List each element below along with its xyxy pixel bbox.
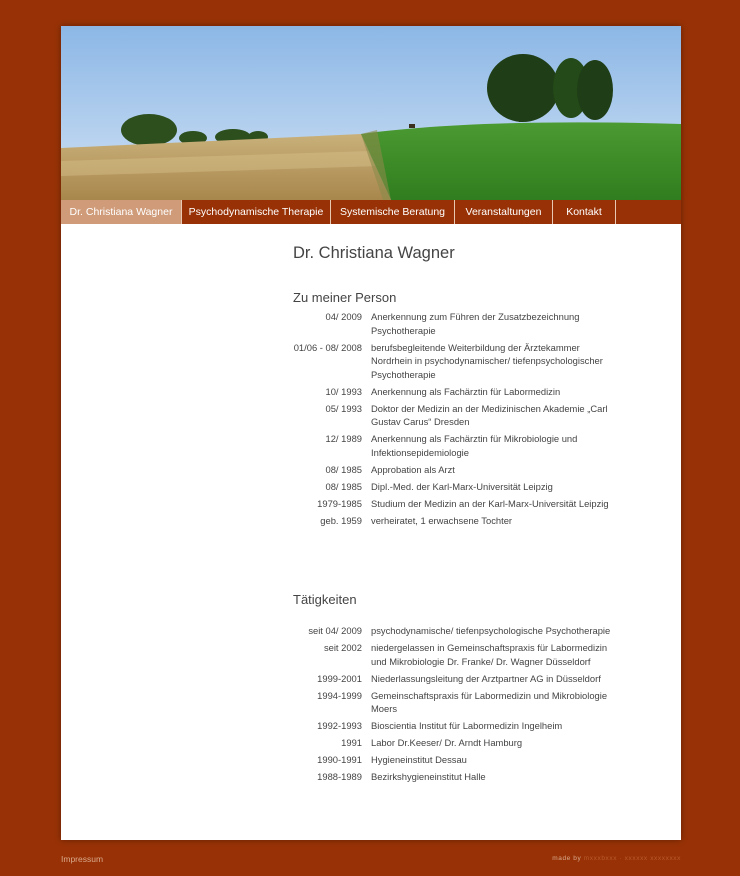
footer-credit-prefix: made by [552, 855, 582, 862]
activities-entries [293, 624, 623, 787]
list-item: 1994-1999 Gemeinschaftspraxis für Labormedizin und Mikrobiologie Moers [317, 689, 608, 714]
nav-item-psychodynamische-therapie[interactable]: Psychodynamische Therapie [182, 200, 331, 224]
footer-credit [552, 855, 681, 862]
list-item: 1992-1993 Bioscientia Institut für Labormedizin Ingelheim [317, 720, 563, 731]
nav-item-dr-christiana-wagner[interactable]: Dr. Christiana Wagner [61, 200, 182, 224]
nav-item-kontakt[interactable]: Kontakt [553, 200, 616, 224]
main-navigation [61, 200, 681, 224]
page-title: Dr. Christiana Wagner [293, 244, 455, 262]
nav-item-veranstaltungen[interactable]: Veranstaltungen [455, 200, 553, 224]
list-item: 1991 Labor Dr.Keeser/ Dr. Arndt Hamburg [341, 737, 523, 748]
person-heading: Zu meiner Person [293, 290, 397, 305]
header-landscape-image [61, 26, 681, 200]
list-item: 08/ 1985 Dipl.-Med. der Karl-Marx-Universität Leipzig [325, 480, 553, 492]
list-item: 05/ 1993 Doktor der Medizin an der Medizinischen Akademie „Carl Gustav Carus“ Dresden [325, 402, 608, 427]
list-item: 01/06 - 08/ 2008 berufsbegleitende Weiterbildung der Ärztekammer Nordrhein in psychodynamischer/ tiefenpsychologischer Psychotherapie [293, 341, 603, 380]
footer-credit-brand[interactable]: mxxxbxxx · xxxxxx xxxxxxxx [583, 855, 681, 862]
activities-heading: Tätigkeiten [293, 592, 357, 607]
list-item: 10/ 1993 Anerkennung als Fachärztin für Labormedizin [325, 385, 561, 397]
page-container [61, 26, 681, 840]
list-item: 1988-1989 Bezirkshygieneinstitut Halle [317, 771, 486, 782]
list-item: geb. 1959 verheiratet, 1 erwachsene Tochter [320, 514, 513, 526]
person-entries [293, 310, 623, 531]
list-item: 1999-2001 Niederlassungsleitung der Arztpartner AG in Düsseldorf [317, 672, 601, 684]
list-item: 08/ 1985 Approbation als Arzt [325, 463, 455, 475]
impressum-link[interactable]: Impressum [61, 854, 104, 864]
list-item: 1979-1985 Studium der Medizin an der Karl-Marx-Universität Leipzig [317, 497, 609, 509]
nav-item-systemische-beratung[interactable]: Systemische Beratung [331, 200, 455, 224]
list-item: 04/ 2009 Anerkennung zum Führen der Zusatzbezeichnung Psychotherapie [325, 311, 580, 336]
list-item: seit 04/ 2009 psychodynamische/ tiefenpsychologische Psychotherapie [308, 625, 611, 636]
list-item: 1990-1991 Hygieneinstitut Dessau [317, 754, 467, 765]
list-item: seit 2002 niedergelassen in Gemeinschaftspraxis für Labormedizin und Mikrobiologie Dr. Franke/ Dr. Wagner Düsseldorf [323, 642, 608, 667]
list-item: 12/ 1989 Anerkennung als Fachärztin für Mikrobiologie und Infektionsepidemiologie [325, 433, 578, 458]
